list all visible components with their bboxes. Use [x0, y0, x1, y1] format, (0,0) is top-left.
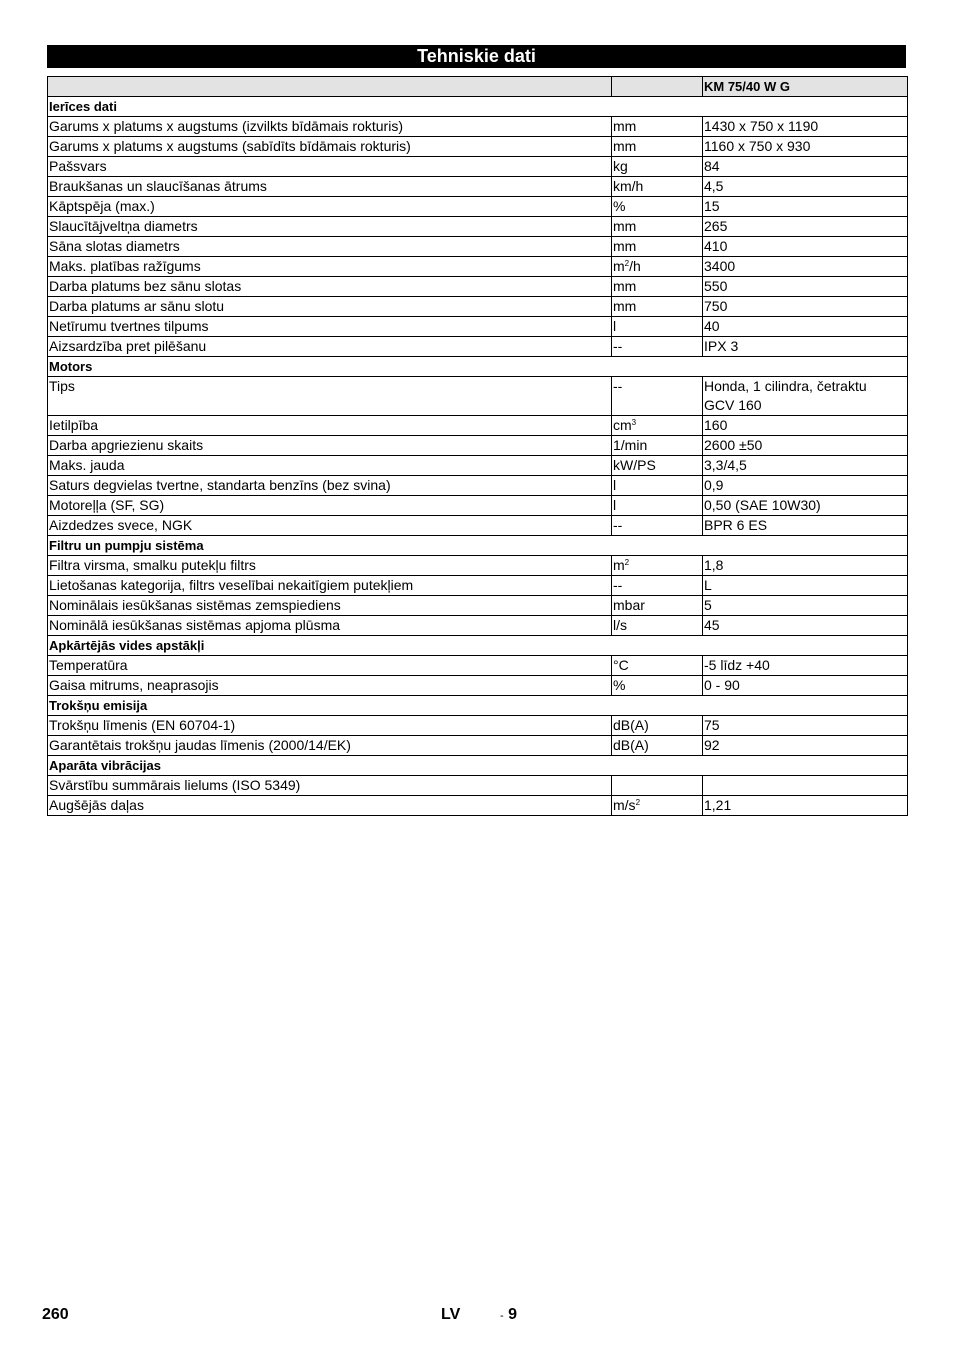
- value-text: 84: [704, 158, 720, 174]
- value-cell: [703, 157, 908, 177]
- value-text: 265: [704, 218, 728, 234]
- section-header-row: [48, 536, 908, 556]
- unit-cell: [612, 496, 703, 516]
- footer-sub-page-number: 9: [508, 1306, 518, 1323]
- unit-text: mm: [613, 118, 637, 134]
- param-cell: Ietilpība: [48, 416, 612, 436]
- specs-table: [47, 76, 908, 816]
- value-cell: [703, 416, 908, 436]
- value-cell: [703, 337, 908, 357]
- unit-cell: [612, 616, 703, 636]
- unit-cell: [612, 177, 703, 197]
- section-title: Filtru un pumpju sistēma: [48, 536, 908, 556]
- table-row: [48, 436, 908, 456]
- model-name: KM 75/40 W G: [703, 77, 908, 97]
- footer-sub-page: [500, 1306, 517, 1324]
- value-text: 1160 x 750 x 930: [704, 138, 811, 154]
- header-param-cell: [48, 77, 612, 97]
- value-cell: [703, 197, 908, 217]
- value-text: 2600 ±50: [704, 437, 763, 453]
- value-cell: [703, 736, 908, 756]
- param-cell: Filtra virsma, smalku putekļu filtrs: [48, 556, 612, 576]
- section-header-row: [48, 756, 908, 776]
- param-cell: Kāptspēja (max.): [48, 197, 612, 217]
- unit-cell: [612, 197, 703, 217]
- param-cell: Darba apgriezienu skaits: [48, 436, 612, 456]
- table-row: [48, 317, 908, 337]
- param-cell: Nominālais iesūkšanas sistēmas zemspiediens: [48, 596, 612, 616]
- param-cell: Aizdedzes svece, NGK: [48, 516, 612, 536]
- value-cell: [703, 676, 908, 696]
- unit-text: dB(A): [613, 737, 649, 753]
- unit-cell: [612, 416, 703, 436]
- table-row: [48, 197, 908, 217]
- unit-cell: [612, 736, 703, 756]
- unit-text: mm: [613, 298, 637, 314]
- value-cell: [703, 456, 908, 476]
- value-text: 750: [704, 298, 728, 314]
- unit-cell: [612, 596, 703, 616]
- param-cell: Braukšanas un slaucīšanas ātrums: [48, 177, 612, 197]
- unit-text: m: [613, 258, 625, 274]
- param-cell: Pašsvars: [48, 157, 612, 177]
- unit-cell: [612, 716, 703, 736]
- unit-text: mm: [613, 278, 637, 294]
- table-header-row: [48, 77, 908, 97]
- unit-cell: [612, 436, 703, 456]
- unit-suffix: /h: [629, 258, 641, 274]
- value-cell: [703, 436, 908, 456]
- unit-text: %: [613, 198, 626, 214]
- value-cell: [703, 277, 908, 297]
- unit-text: kW/PS: [613, 457, 656, 473]
- specs-table-body: [48, 77, 908, 816]
- unit-cell: [612, 297, 703, 317]
- value-text: 92: [704, 737, 720, 753]
- value-text: BPR 6 ES: [704, 517, 768, 533]
- value-cell: [703, 297, 908, 317]
- value-text: 4,5: [704, 178, 724, 194]
- value-text: IPX 3: [704, 338, 739, 354]
- value-cell: [703, 616, 908, 636]
- unit-superscript: 2: [624, 259, 630, 268]
- value-text: 15: [704, 198, 720, 214]
- unit-text: --: [613, 577, 623, 593]
- value-cell: [703, 716, 908, 736]
- value-cell: [703, 656, 908, 676]
- value-text: 40: [704, 318, 720, 334]
- unit-text: km/h: [613, 178, 644, 194]
- value-text: 1430 x 750 x 1190: [704, 118, 819, 134]
- table-row: [48, 576, 908, 596]
- section-title: Ierīces dati: [48, 97, 908, 117]
- value-text: 410: [704, 238, 728, 254]
- unit-text: l/s: [613, 617, 627, 633]
- value-text: 3,3/4,5: [704, 457, 747, 473]
- value-cell: [703, 177, 908, 197]
- unit-cell: [612, 257, 703, 277]
- value-text: 1,21: [704, 797, 732, 813]
- table-row: [48, 656, 908, 676]
- unit-text: mm: [613, 138, 637, 154]
- param-cell: Lietošanas kategorija, filtrs veselībai nekaitīgiem putekļiem: [48, 576, 612, 596]
- value-cell: [703, 796, 908, 816]
- value-cell: [703, 556, 908, 576]
- unit-text: l: [613, 318, 617, 334]
- param-cell: Svārstību summārais lielums (ISO 5349): [48, 776, 612, 796]
- table-row: [48, 337, 908, 357]
- value-text: 1,8: [704, 557, 724, 573]
- footer-dash: -: [500, 1310, 504, 1322]
- value-text: 550: [704, 278, 728, 294]
- table-row: [48, 137, 908, 157]
- param-cell: Saturs degvielas tvertne, standarta benzīns (bez svina): [48, 476, 612, 496]
- unit-cell: [612, 237, 703, 257]
- section-header-row: [48, 696, 908, 716]
- table-row: [48, 456, 908, 476]
- unit-cell: [612, 137, 703, 157]
- unit-text: mm: [613, 218, 637, 234]
- param-cell: Darba platums ar sānu slotu: [48, 297, 612, 317]
- param-cell: Temperatūra: [48, 656, 612, 676]
- value-cell: [703, 476, 908, 496]
- section-title: Motors: [48, 357, 908, 377]
- table-row: [48, 217, 908, 237]
- table-row: [48, 297, 908, 317]
- table-row: [48, 736, 908, 756]
- table-row: [48, 796, 908, 816]
- unit-cell: [612, 277, 703, 297]
- section-header-row: [48, 636, 908, 656]
- section-title: Apkārtējās vides apstākļi: [48, 636, 908, 656]
- param-cell: Slaucītājveltņa diametrs: [48, 217, 612, 237]
- value-cell: [703, 257, 908, 277]
- footer-language: LV: [441, 1306, 461, 1323]
- table-row: [48, 476, 908, 496]
- value-cell: [703, 516, 908, 536]
- page-title: Tehniskie dati: [47, 45, 906, 68]
- value-text: 75: [704, 717, 720, 733]
- unit-cell: [612, 456, 703, 476]
- unit-cell: [612, 556, 703, 576]
- value-text: 160: [704, 417, 728, 433]
- param-cell: Aizsardzība pret pilēšanu: [48, 337, 612, 357]
- unit-cell: [612, 656, 703, 676]
- section-header-row: [48, 357, 908, 377]
- footer-page-number: 260: [42, 1306, 69, 1323]
- value-cell: [703, 137, 908, 157]
- unit-text: --: [613, 517, 623, 533]
- param-cell: Sāna slotas diametrs: [48, 237, 612, 257]
- param-cell: Garantētais trokšņu jaudas līmenis (2000/14/EK): [48, 736, 612, 756]
- unit-cell: [612, 476, 703, 496]
- table-row: [48, 716, 908, 736]
- value-cell: [703, 576, 908, 596]
- unit-cell: [612, 676, 703, 696]
- table-row: [48, 157, 908, 177]
- value-text: L: [704, 577, 712, 593]
- unit-cell: [612, 317, 703, 337]
- unit-text: m: [613, 557, 625, 573]
- table-row: [48, 676, 908, 696]
- value-text-line2: GCV 160: [704, 397, 762, 413]
- value-text: 5: [704, 597, 712, 613]
- value-cell: [703, 377, 908, 416]
- value-text: 45: [704, 617, 720, 633]
- table-row: [48, 416, 908, 436]
- unit-superscript: 2: [635, 798, 641, 807]
- unit-text: %: [613, 677, 626, 693]
- unit-text: --: [613, 338, 623, 354]
- unit-cell: [612, 576, 703, 596]
- table-row: [48, 556, 908, 576]
- value-cell: [703, 596, 908, 616]
- table-row: [48, 277, 908, 297]
- param-cell: Augšējās daļas: [48, 796, 612, 816]
- unit-text: mbar: [613, 597, 645, 613]
- table-row: [48, 257, 908, 277]
- section-header-row: [48, 97, 908, 117]
- unit-superscript: 2: [624, 558, 630, 567]
- value-text: 0,9: [704, 477, 724, 493]
- value-text: -5 līdz +40: [704, 657, 770, 673]
- table-row: [48, 596, 908, 616]
- param-cell: Motoreļļa (SF, SG): [48, 496, 612, 516]
- table-row: [48, 616, 908, 636]
- param-cell: Maks. platības ražīgums: [48, 257, 612, 277]
- value-cell: [703, 217, 908, 237]
- param-cell: Netīrumu tvertnes tilpums: [48, 317, 612, 337]
- table-row: [48, 177, 908, 197]
- unit-cell: [612, 157, 703, 177]
- unit-superscript: 3: [631, 418, 637, 427]
- unit-cell: [612, 337, 703, 357]
- header-unit-cell: [612, 77, 703, 97]
- table-row: [48, 516, 908, 536]
- value-cell: [703, 496, 908, 516]
- value-text: 3400: [704, 258, 736, 274]
- value-text: 0 - 90: [704, 677, 740, 693]
- unit-text: m/s: [613, 797, 636, 813]
- unit-cell: [612, 516, 703, 536]
- unit-cell: [612, 776, 703, 796]
- param-cell: Darba platums bez sānu slotas: [48, 277, 612, 297]
- unit-text: l: [613, 497, 617, 513]
- param-cell: Nominālā iesūkšanas sistēmas apjoma plūsma: [48, 616, 612, 636]
- value-cell: [703, 117, 908, 137]
- unit-text: °C: [613, 657, 629, 673]
- param-cell: Gaisa mitrums, neaprasojis: [48, 676, 612, 696]
- unit-text: mm: [613, 238, 637, 254]
- param-cell: Trokšņu līmenis (EN 60704-1): [48, 716, 612, 736]
- table-row: [48, 776, 908, 796]
- value-cell: [703, 317, 908, 337]
- unit-cell: [612, 217, 703, 237]
- unit-text: --: [613, 378, 623, 394]
- value-text: 0,50 (SAE 10W30): [704, 497, 821, 513]
- param-cell: Maks. jauda: [48, 456, 612, 476]
- param-cell: Tips: [48, 377, 612, 416]
- table-row: [48, 117, 908, 137]
- unit-text: 1/min: [613, 437, 648, 453]
- unit-cell: [612, 377, 703, 416]
- section-title: Trokšņu emisija: [48, 696, 908, 716]
- unit-text: kg: [613, 158, 628, 174]
- value-cell: [703, 776, 908, 796]
- table-row: [48, 237, 908, 257]
- unit-text: dB(A): [613, 717, 649, 733]
- param-cell: Garums x platums x augstums (sabīdīts bīdāmais rokturis): [48, 137, 612, 157]
- param-cell: Garums x platums x augstums (izvilkts bīdāmais rokturis): [48, 117, 612, 137]
- value-text: Honda, 1 cilindra, četraktu: [704, 378, 867, 394]
- value-cell: [703, 237, 908, 257]
- table-row: [48, 377, 908, 416]
- unit-text: l: [613, 477, 617, 493]
- unit-cell: [612, 796, 703, 816]
- unit-text: cm: [613, 417, 632, 433]
- unit-cell: [612, 117, 703, 137]
- section-title: Aparāta vibrācijas: [48, 756, 908, 776]
- table-row: [48, 496, 908, 516]
